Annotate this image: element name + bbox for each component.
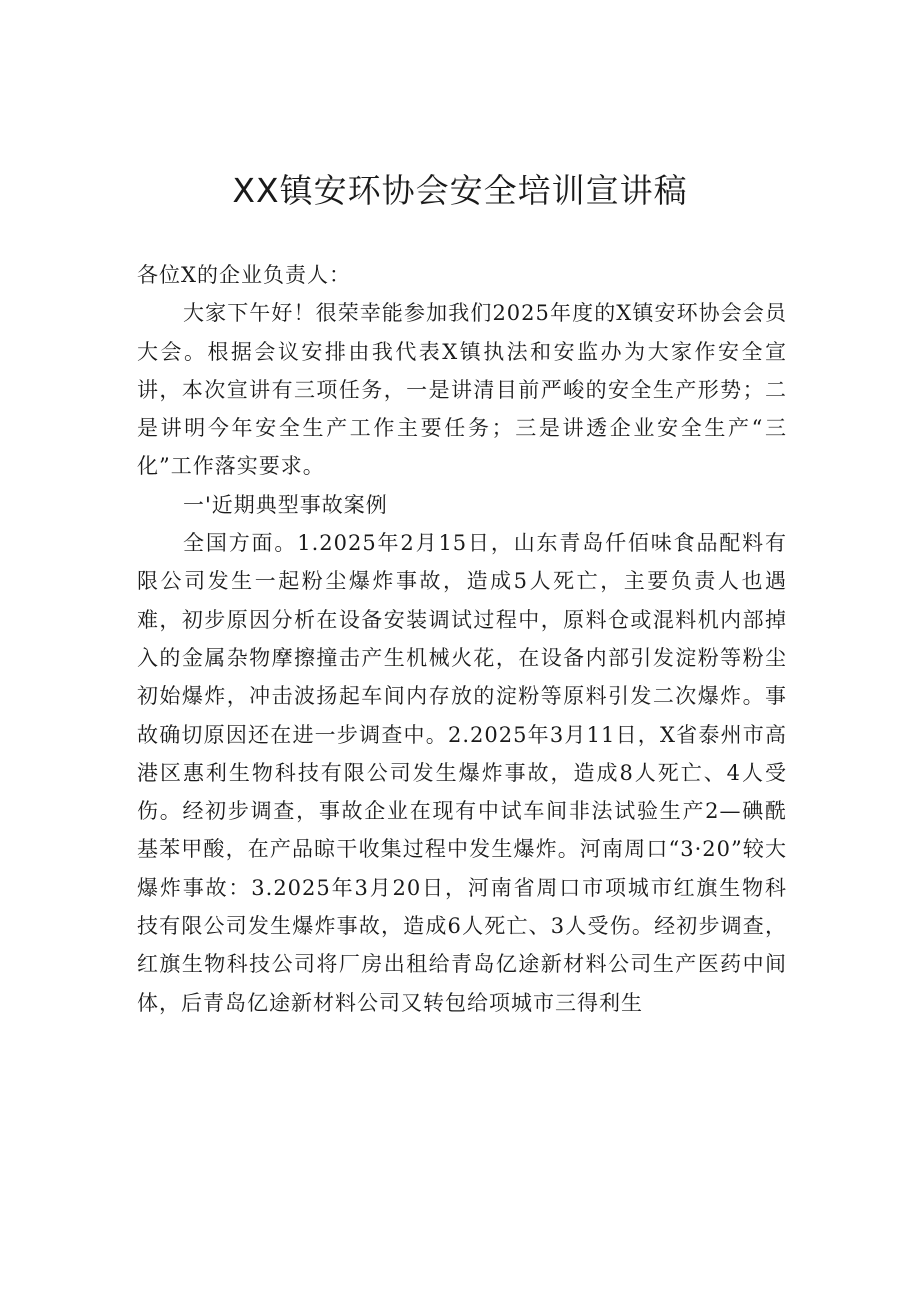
case-paragraph: 全国方面。1.2025年2月15日，山东青岛仟佰味食品配料有限公司发生一起粉尘爆炸事故，造成5人死亡，主要负责人也遇难，初步原因分析在设备安装调试过程中，原料仓或混料机内部掉入的金属杂物摩擦撞击产生机械火花，在设备内部引发淀粉等粉尘初始爆炸，冲击波扬起车间内存放的淀粉等原料引发二次爆炸。事故确切原因还在进一步调查中。2.2025年3月11日，X省泰州市高港区惠利生物科技有限公司发生爆炸事故，造成8人死亡、4人受伤。经初步调查，事故企业在现有中试车间非法试验生产2—碘酰基苯甲酸，在产品晾干收集过程中发生爆炸。河南周口“3·20”较大爆炸事故：3.2025年3月20日，河南省周口市项城市红旗生物科技有限公司发生爆炸事故，造成6人死亡、3人受伤。经初步调查，红旗生物科技公司将厂房出租给青岛亿途新材料公司生产医药中间体，后青岛亿途新材料公司又转包给项城市三得利生 — [137, 531, 787, 1015]
salutation: 各位X的企业负责人： — [137, 263, 351, 287]
opening-paragraph: 大家下午好！很荣幸能参加我们2025年度的X镇安环协会会员大会。根据会议安排由我代表X镇执法和安监办为大家作安全宣讲，本次宣讲有三项任务，一是讲清目前严峻的安全生产形势；二是讲明今年安全生产工作主要任务；三是讲透企业安全生产“三化”工作落实要求。 — [137, 301, 787, 479]
document-title: XX镇安环协会安全培训宣讲稿 — [232, 171, 688, 210]
document-body — [137, 256, 787, 1022]
section-heading: 一'近期典型事故案例 — [183, 492, 388, 517]
